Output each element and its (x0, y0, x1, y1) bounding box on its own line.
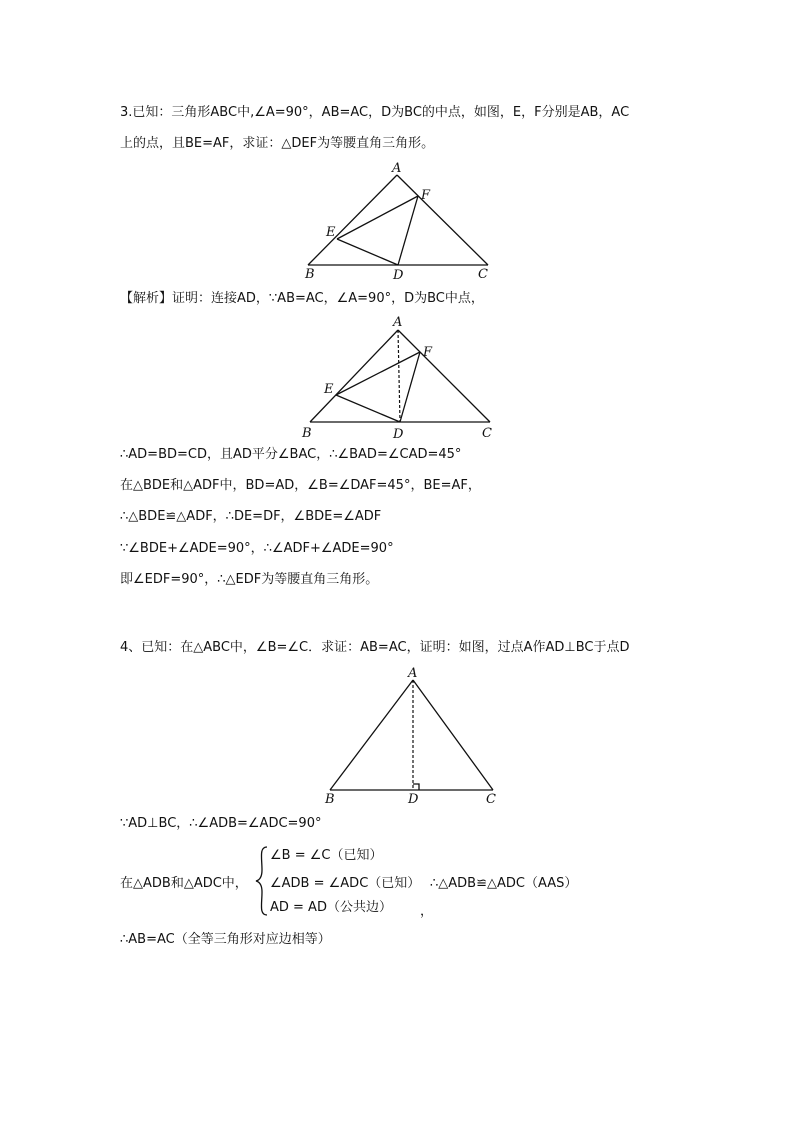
label-a: A (393, 315, 403, 330)
problem4-statement: 4、已知：在△ABC中，∠B=∠C．求证：AB=AC，证明：如图，过点A作AD⊥BC于点D (120, 640, 630, 655)
system-row-2: ∠ADB = ∠ADC（已知） (270, 876, 421, 891)
label-e: E (326, 225, 336, 240)
label-d: D (393, 268, 404, 283)
problem3-statement-line2: 上的点，且BE=AF，求证：△DEF为等腰直角三角形。 (120, 136, 435, 151)
problem3-step-4: ∵∠BDE+∠ADE=90°，∴∠ADF+∠ADE=90° (120, 541, 394, 556)
figure-isosceles-triangle (320, 664, 510, 810)
label-f: F (423, 345, 433, 360)
problem3-analysis: 【解析】证明：连接AD，∵AB=AC，∠A=90°，D为BC中点， (120, 291, 484, 306)
system-row-3: AD = AD（公共边） (270, 900, 392, 915)
figure-triangle-def-with-median (300, 312, 500, 442)
label-b: B (325, 792, 335, 807)
problem3-step-3: ∴△BDE≌△ADF，∴DE=DF，∠BDE=∠ADF (120, 509, 382, 524)
label-a: A (392, 161, 402, 176)
label-d: D (408, 792, 419, 807)
system-comma: ， (420, 904, 434, 919)
label-b: B (305, 267, 315, 282)
label-e: E (324, 382, 334, 397)
system-conclusion: ∴△ADB≌△ADC（AAS） (430, 876, 578, 891)
figure-triangle-def (300, 160, 500, 283)
label-c: C (478, 267, 488, 282)
problem3-step-1: ∴AD=BD=CD，且AD平分∠BAC，∴∠BAD=∠CAD=45° (120, 447, 462, 462)
label-b: B (302, 426, 312, 441)
label-c: C (486, 792, 496, 807)
problem3-step-5: 即∠EDF=90°，∴△EDF为等腰直角三角形。 (120, 572, 379, 587)
problem4-final: ∴AB=AC（全等三角形对应边相等） (120, 932, 331, 947)
problem3-statement-line1: 3.已知：三角形ABC中,∠A=90°，AB=AC，D为BC的中点，如图，E，F分别是AB，AC (120, 105, 630, 120)
label-c: C (482, 426, 492, 441)
problem3-step-2: 在△BDE和△ADF中，BD=AD，∠B=∠DAF=45°，BE=AF， (120, 478, 481, 493)
problem4-step-1: ∵AD⊥BC，∴∠ADB=∠ADC=90° (120, 816, 322, 831)
label-d: D (393, 427, 404, 442)
label-f: F (421, 188, 431, 203)
system-row-1: ∠B = ∠C（已知） (270, 848, 383, 863)
left-brace (255, 846, 269, 916)
label-a: A (408, 666, 418, 681)
system-lead: 在△ADB和△ADC中， (120, 876, 248, 891)
